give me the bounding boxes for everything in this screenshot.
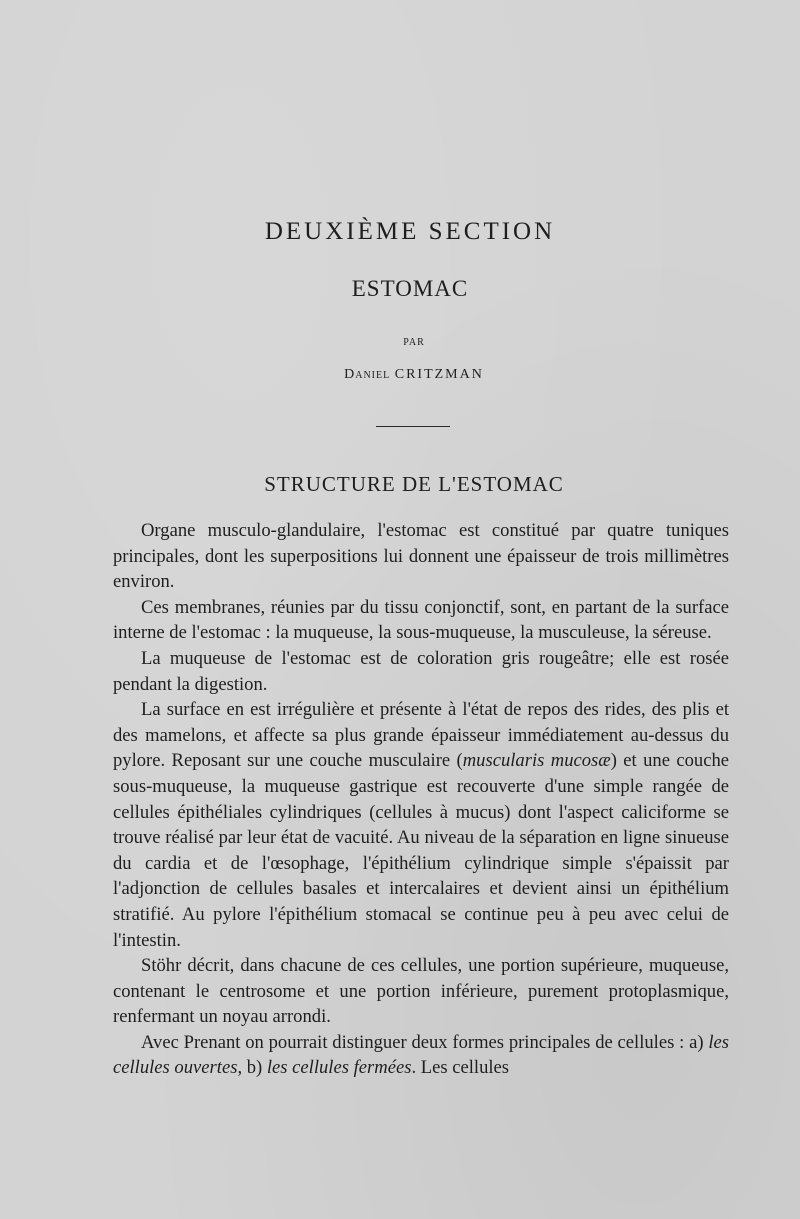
author-first-name: Daniel [344, 367, 391, 382]
structure-heading: STRUCTURE DE L'ESTOMAC [264, 472, 564, 496]
paragraph-6-italic-open-cells: les cellules ouvertes [113, 1031, 729, 1079]
paragraph-2: Ces membranes, réunies par du tissu conjonctif, sont, en partant de la surface interne de l'estomac : la muqueuse, la sous-muqueuse, la musculeuse, la séreuse. [113, 596, 729, 644]
paragraph-6-text-c: . Les cellules [411, 1057, 510, 1079]
paragraph-1: Organe musculo-glandulaire, l'estomac est constitué par quatre tuniques principales, dont les superpositions lui donnent une épaisseur de trois millimètres environ. [113, 520, 729, 593]
section-title: DEUXIÈME SECTION [264, 218, 556, 245]
by-label: PAR [403, 337, 425, 348]
author-line [0, 367, 800, 383]
paragraph-6-italic-closed-cells: les cellules fermées [266, 1057, 412, 1079]
paragraph-4 [113, 697, 729, 953]
paragraph-6 [113, 1030, 729, 1081]
paragraph-3: La muqueuse de l'estomac est de coloration gris rougeâtre; elle est rosée pendant la digestion. [113, 647, 729, 695]
author-last-name: CRITZMAN [394, 367, 484, 382]
paragraph-4-text-b: ) et une couche sous-muqueuse, la muqueuse gastrique est recouverte d'une simple rangée de cellules épithéliales cylindriques (cellules à mucus) dont l'aspect caliciforme se trouve réalisé par leur état de vacuité. Au niveau de la séparation en ligne sinueuse du cardia et de l'œsophage, l'épithélium cylindrique simple s'épaissit par l'adjonction de cellules basales et intercalaires et devient ainsi un épithélium stratifié. Au pylore l'épithélium stomacal se continue peu à peu avec celui de l'intestin. [113, 750, 729, 951]
paragraph-6-text-a: Avec Prenant on pourrait distinguer deux formes principales de cellules : a) [141, 1031, 709, 1053]
divider-rule [376, 426, 450, 427]
paragraph-6-text-b: , b) [237, 1057, 267, 1079]
paragraph-4-italic-term: muscularis mucosæ [462, 750, 611, 772]
chapter-title: ESTOMAC [351, 276, 469, 301]
paragraph-5: Stöhr décrit, dans chacune de ces cellules, une portion supérieure, muqueuse, contenant le centrosome et une portion inférieure, purement protoplasmique, renfermant un noyau arrondi. [113, 955, 729, 1028]
body-text [113, 518, 729, 1081]
paragraph-4-text-a: La surface en est irrégulière et présente à l'état de repos des rides, des plis et des mamelons, et affecte sa plus grande épaisseur immédiatement au-dessus du pylore. Reposant sur une couche musculaire ( [113, 699, 729, 772]
